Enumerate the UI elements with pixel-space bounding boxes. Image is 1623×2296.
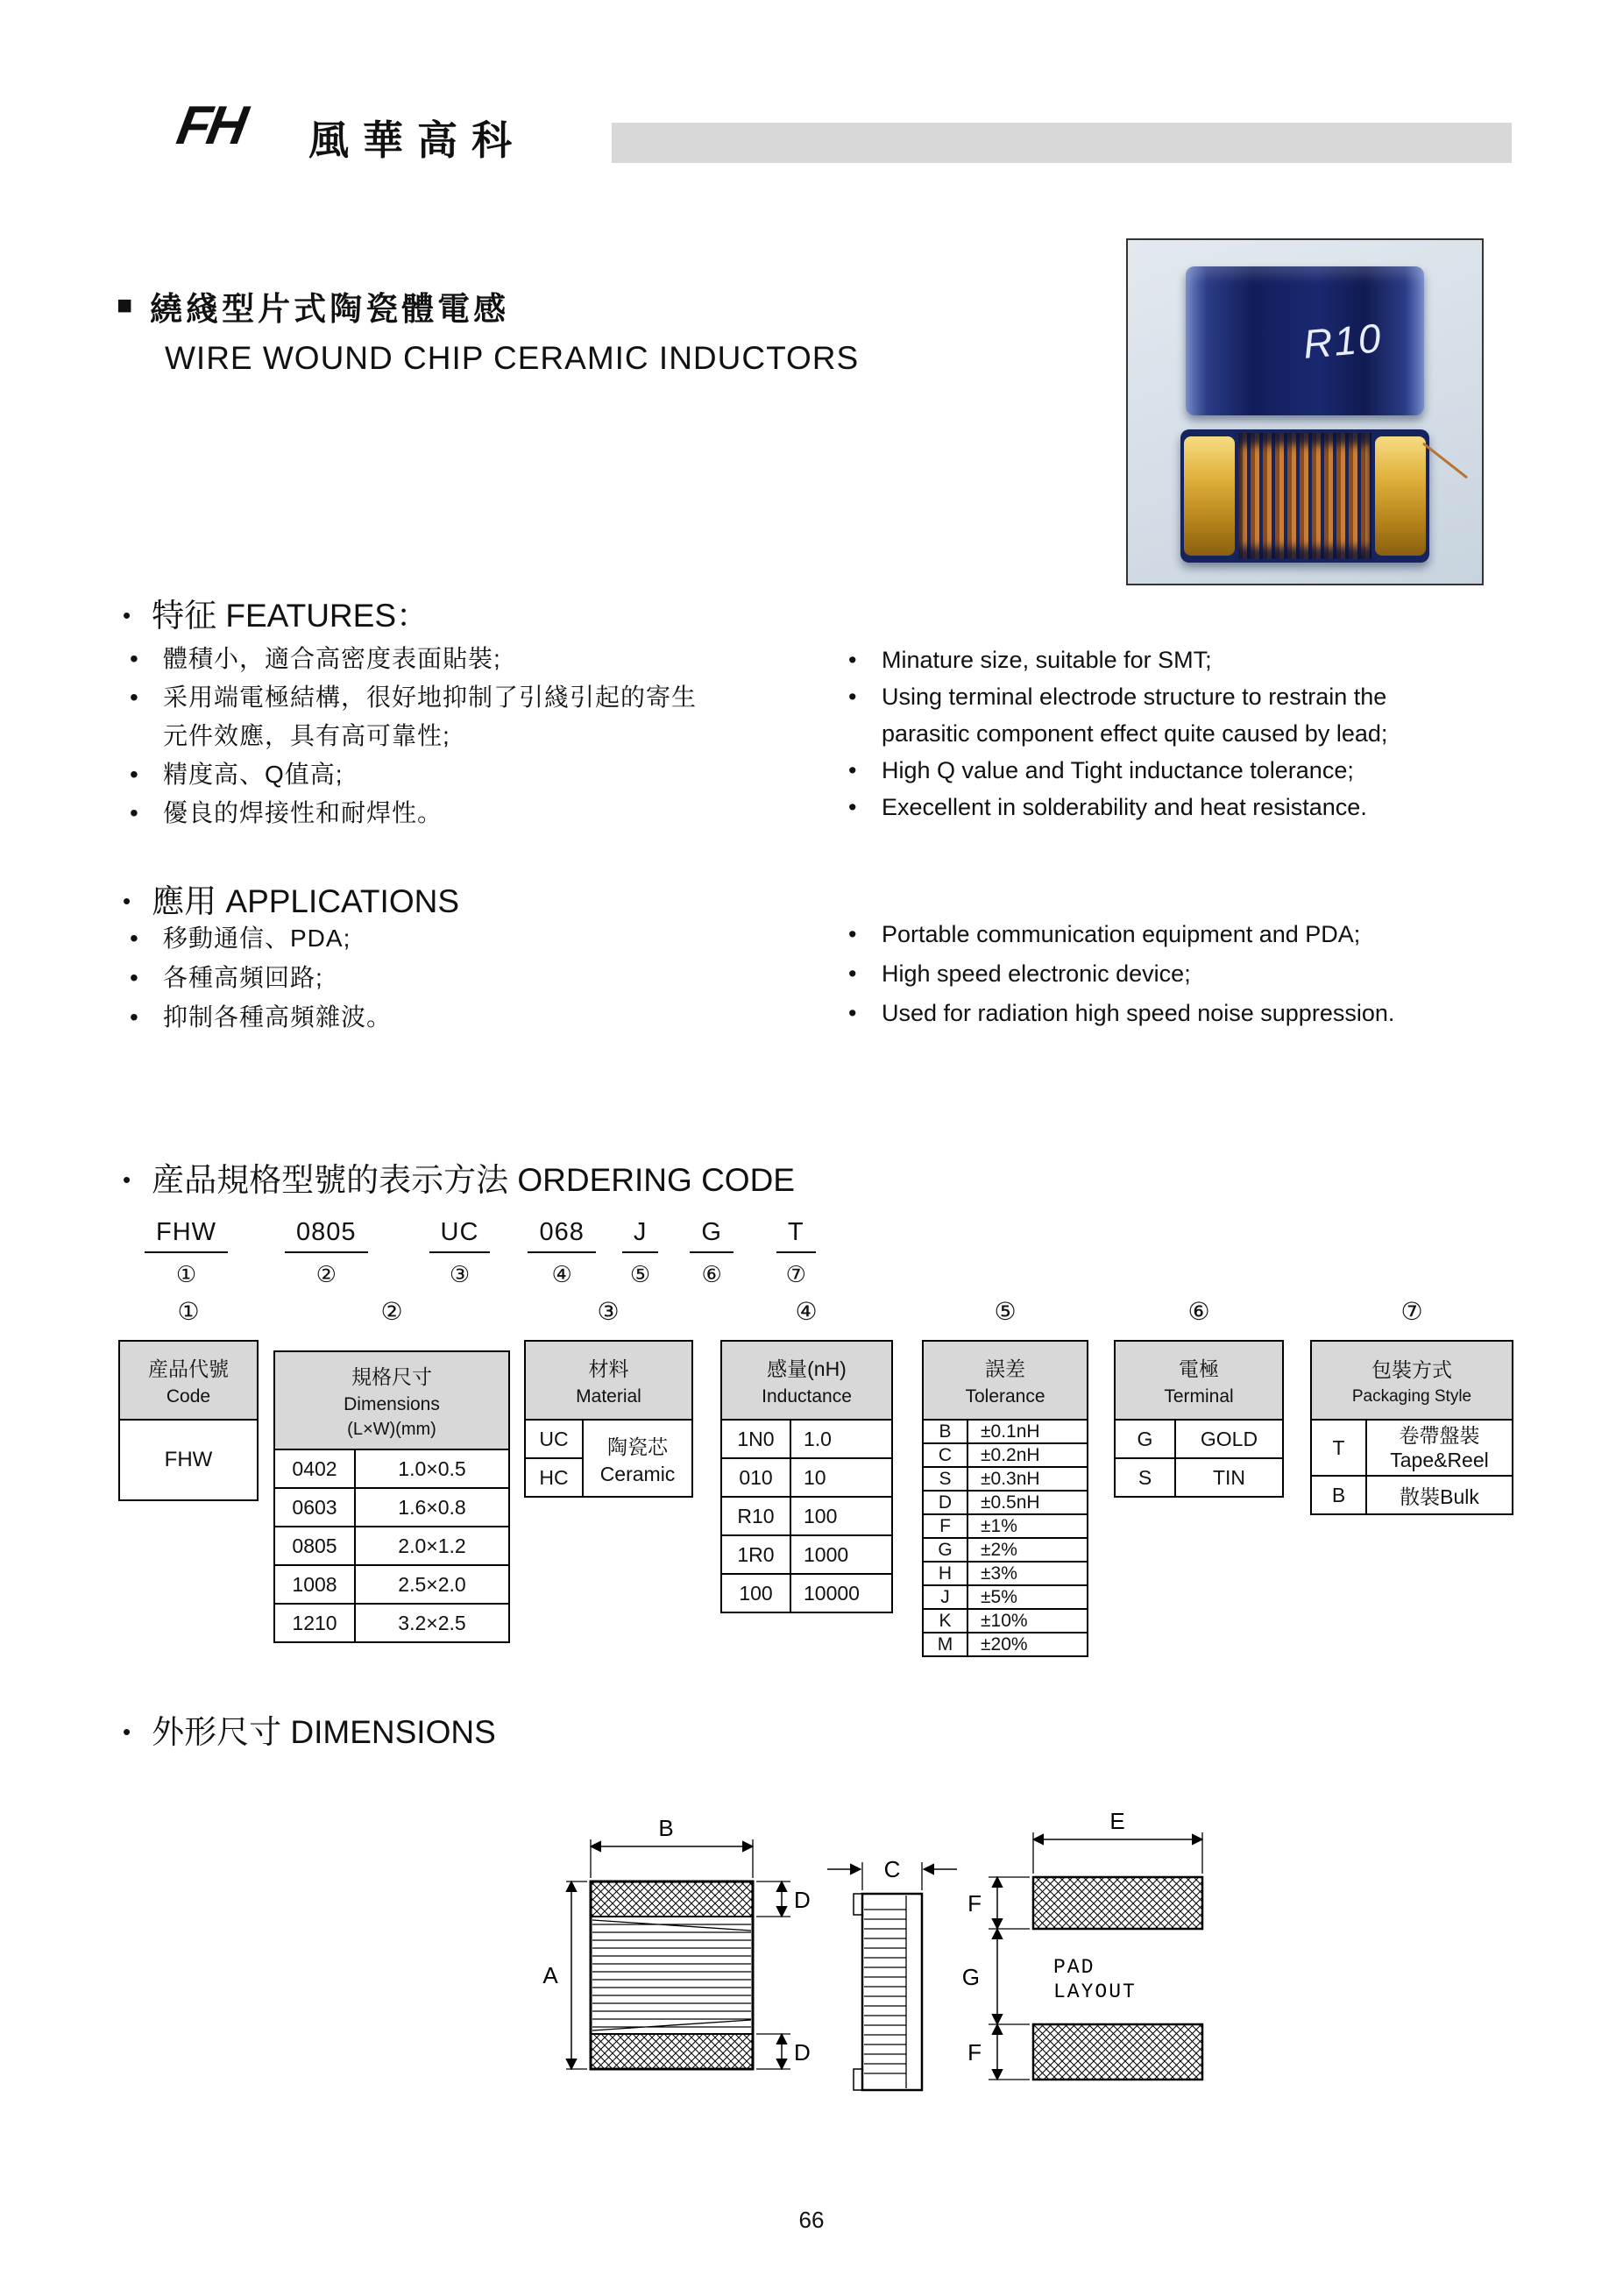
list-item xyxy=(848,678,1532,715)
code-value: 068 xyxy=(528,1218,595,1253)
code-value: T xyxy=(776,1218,816,1253)
table-row xyxy=(924,1490,1087,1513)
table-row xyxy=(924,1584,1087,1608)
dim-label-d-bottom: D xyxy=(794,2039,811,2066)
list-item xyxy=(130,755,848,794)
table-packaging-header xyxy=(1312,1342,1512,1419)
table-row xyxy=(924,1466,1087,1490)
code-value: FHW xyxy=(145,1218,228,1253)
list-item-text: High Q value and Tight inductance tolerance; xyxy=(882,757,1354,783)
dim-label-e: E xyxy=(1109,1808,1125,1834)
table-row xyxy=(1116,1457,1282,1496)
table-dimensions xyxy=(273,1350,510,1643)
dim-label-a: A xyxy=(542,1962,558,1988)
cell-code: J xyxy=(924,1586,968,1608)
table-number-2: ② xyxy=(380,1298,403,1325)
cell-value: ±0.5nH xyxy=(981,1492,1040,1513)
list-item xyxy=(848,752,1532,789)
gold-terminal-left xyxy=(1184,436,1235,556)
cell-value xyxy=(1367,1421,1512,1475)
bullet-icon: • xyxy=(848,757,857,783)
bullet-icon: • xyxy=(130,1003,139,1031)
cell-code: M xyxy=(924,1633,968,1655)
list-item xyxy=(848,789,1532,826)
cell-code: C xyxy=(924,1444,968,1466)
header-en: Inductance xyxy=(762,1386,852,1407)
code-part xyxy=(145,1218,228,1288)
list-item xyxy=(848,715,1532,752)
material-zh: 陶瓷芯 xyxy=(607,1435,668,1458)
table-row xyxy=(275,1526,508,1564)
applications-list-en xyxy=(848,915,1532,1033)
dim-d-top-extension xyxy=(756,1881,790,1917)
cell-code: HC xyxy=(526,1457,582,1496)
table-row xyxy=(275,1449,508,1487)
table-code-header xyxy=(120,1342,257,1419)
list-item xyxy=(848,954,1532,994)
table-number-6: ⑥ xyxy=(1187,1298,1210,1325)
bullet-icon: • xyxy=(123,1166,131,1193)
pad-layout-label-line1: PAD xyxy=(1053,1956,1095,1979)
header-bar xyxy=(612,123,1512,163)
cell-code: F xyxy=(924,1515,968,1537)
cell-value: 1.6×0.8 xyxy=(398,1495,466,1519)
cell-code: 0603 xyxy=(275,1489,356,1526)
dim-label-f-bottom: F xyxy=(967,2039,982,2066)
square-marker-icon: ■ xyxy=(117,291,133,320)
code-circled-number: ⑦ xyxy=(785,1261,806,1287)
product-photo xyxy=(1126,238,1484,585)
cell-code: 0402 xyxy=(275,1450,356,1487)
cell-value: 10 xyxy=(804,1465,826,1489)
code-part xyxy=(622,1218,659,1288)
packaging-zh: 卷帶盤裝 xyxy=(1399,1423,1480,1447)
page-title-zh: 繞綫型片式陶瓷體電感 xyxy=(150,291,510,327)
pad-bottom xyxy=(1033,2024,1202,2080)
dim-d-bottom-extension xyxy=(756,2034,790,2069)
cell-value: 1000 xyxy=(804,1542,849,1566)
cell-value: 1.0×0.5 xyxy=(398,1456,466,1480)
table-row xyxy=(924,1419,1087,1442)
bullet-icon: • xyxy=(130,925,139,952)
copper-winding xyxy=(1238,433,1371,559)
code-value: J xyxy=(622,1218,659,1253)
list-item-text: 抑制各種高頻雜波。 xyxy=(163,1003,393,1031)
table-row xyxy=(924,1442,1087,1466)
header-en: Code xyxy=(166,1386,211,1407)
table-packaging xyxy=(1310,1340,1513,1515)
section-title xyxy=(117,282,509,330)
cell-value: TIN xyxy=(1212,1465,1246,1489)
table-row xyxy=(275,1487,508,1526)
list-item-text: Used for radiation high speed noise suppression. xyxy=(882,1000,1395,1026)
table-row xyxy=(722,1534,891,1573)
cell-code: K xyxy=(924,1610,968,1632)
cell-code: UC xyxy=(539,1427,569,1450)
list-item xyxy=(848,641,1532,678)
table-row xyxy=(722,1457,891,1496)
list-item-text: High speed electronic device; xyxy=(882,960,1191,987)
bullet-icon: • xyxy=(848,960,857,987)
cell-code: S xyxy=(1116,1459,1176,1496)
list-item xyxy=(130,958,743,997)
bullet-icon: • xyxy=(130,645,139,672)
code-part xyxy=(285,1218,368,1288)
cell-value: 2.0×1.2 xyxy=(398,1534,466,1557)
cell-value: 3.2×2.5 xyxy=(398,1611,466,1634)
cell-value: 1.0 xyxy=(804,1427,832,1450)
code-circled-number: ② xyxy=(315,1261,337,1287)
cell-value: ±0.2nH xyxy=(981,1444,1040,1465)
ordering-code-example xyxy=(145,1218,816,1288)
table-rows xyxy=(924,1419,1087,1655)
bullet-icon xyxy=(848,715,882,752)
code-value: G xyxy=(690,1218,734,1253)
cell-value: ±1% xyxy=(981,1515,1017,1536)
table-row xyxy=(722,1573,891,1612)
cell-value: 10000 xyxy=(804,1581,860,1605)
table-row xyxy=(924,1537,1087,1561)
dim-label-d-top: D xyxy=(794,1887,811,1913)
table-number-4: ④ xyxy=(795,1298,818,1325)
applications-list-zh xyxy=(130,918,743,1037)
front-winding-lines xyxy=(592,1920,751,2030)
header-zh: 誤差 xyxy=(985,1357,1025,1380)
table-terminal xyxy=(1114,1340,1284,1498)
list-item xyxy=(130,794,848,833)
table-row xyxy=(1116,1419,1282,1457)
ordering-code-heading-text: 産品規格型號的表示方法 ORDERING CODE xyxy=(152,1162,795,1198)
header-sub: (L×W)(mm) xyxy=(347,1420,436,1439)
cell-value: ±0.1nH xyxy=(981,1421,1040,1442)
side-winding-lines xyxy=(864,1910,906,2073)
material-value xyxy=(584,1421,691,1496)
list-item xyxy=(130,717,848,755)
dim-b-extension xyxy=(591,1839,753,1878)
code-value-cell: FHW xyxy=(120,1419,257,1499)
list-item xyxy=(130,640,848,678)
cell-code: B xyxy=(1312,1477,1367,1513)
dim-label-b: B xyxy=(658,1815,674,1841)
table-row xyxy=(722,1419,891,1457)
code-circled-number: ⑤ xyxy=(629,1261,651,1287)
code-part xyxy=(528,1218,595,1288)
cell-code: 1R0 xyxy=(722,1536,791,1573)
dimensions-heading-text: 外形尺寸 DIMENSIONS xyxy=(152,1714,496,1750)
code-circled-number: ⑥ xyxy=(701,1261,722,1287)
dim-label-f-top: F xyxy=(967,1890,982,1917)
bullet-icon: • xyxy=(130,964,139,991)
cell-value: GOLD xyxy=(1200,1427,1258,1450)
cell-value: ±2% xyxy=(981,1539,1017,1560)
bullet-icon: • xyxy=(123,602,131,628)
table-number-3: ③ xyxy=(597,1298,620,1325)
dimension-drawing xyxy=(526,1801,1236,2151)
header-en: Dimensions xyxy=(344,1394,440,1414)
features-list-zh xyxy=(130,640,848,833)
header-en: Terminal xyxy=(1164,1386,1234,1407)
code-circled-number: ④ xyxy=(551,1261,572,1287)
applications-heading xyxy=(123,875,459,922)
cell-value: ±10% xyxy=(981,1610,1028,1631)
list-item-text: 移動通信、PDA; xyxy=(163,925,351,952)
cell-code: 010 xyxy=(722,1459,791,1496)
features-list-en xyxy=(848,641,1532,826)
list-item-text: 各種高頻回路; xyxy=(163,964,323,991)
bullet-icon: • xyxy=(130,761,139,788)
side-bottom-cap xyxy=(854,2069,862,2090)
list-item-text: 元件效應，具有高可靠性; xyxy=(163,722,450,749)
cell-value: 100 xyxy=(804,1504,838,1527)
pad-layout-label-line2: LAYOUT xyxy=(1053,1981,1137,2003)
cell-code: S xyxy=(924,1468,968,1490)
dim-label-c: C xyxy=(883,1856,901,1882)
table-material-body xyxy=(526,1419,691,1496)
code-part xyxy=(776,1218,816,1288)
material-codes xyxy=(526,1421,584,1496)
table-number-5: ⑤ xyxy=(994,1298,1017,1325)
list-item-text: Portable communication equipment and PDA; xyxy=(882,921,1361,947)
cell-value: ±5% xyxy=(981,1586,1017,1607)
code-circled-number: ① xyxy=(175,1261,197,1287)
table-tolerance xyxy=(922,1340,1088,1657)
list-item xyxy=(130,918,743,958)
table-number-1: ① xyxy=(177,1298,200,1325)
cell-code: 1N0 xyxy=(722,1421,791,1457)
code-value: 0805 xyxy=(285,1218,368,1253)
bullet-icon: • xyxy=(123,1718,131,1745)
header-zh: 材料 xyxy=(588,1357,629,1380)
front-top-terminal xyxy=(591,1881,753,1917)
table-row xyxy=(1312,1419,1512,1475)
cell-code: 1008 xyxy=(275,1566,356,1603)
table-row xyxy=(924,1608,1087,1632)
bullet-icon: • xyxy=(130,684,139,711)
list-item-text: 優良的焊接性和耐焊性。 xyxy=(163,799,443,826)
bullet-icon: • xyxy=(848,1000,857,1026)
code-circled-number: ③ xyxy=(449,1261,471,1287)
cell-code: H xyxy=(924,1563,968,1584)
table-code xyxy=(118,1340,259,1501)
cell-code: 0805 xyxy=(275,1527,356,1564)
cell-code: R10 xyxy=(722,1498,791,1534)
bullet-icon xyxy=(130,717,163,755)
list-item-text: Execellent in solderability and heat resistance. xyxy=(882,794,1367,820)
dim-a-extension xyxy=(566,1881,587,2069)
cell-code: B xyxy=(924,1421,968,1442)
code-value: UC xyxy=(429,1218,491,1253)
table-number-7: ⑦ xyxy=(1400,1298,1423,1325)
table-row xyxy=(924,1561,1087,1584)
table-row xyxy=(924,1513,1087,1537)
cell-value: 2.5×2.0 xyxy=(398,1572,466,1596)
features-heading xyxy=(123,589,429,636)
table-row xyxy=(275,1603,508,1641)
list-item-text: 精度高、Q值高; xyxy=(163,761,344,788)
cell-code: 100 xyxy=(722,1575,791,1612)
page-number: 66 xyxy=(798,2207,825,2233)
dimensions-heading xyxy=(123,1705,496,1753)
header-zh: 包裝方式 xyxy=(1371,1358,1452,1381)
table-row xyxy=(722,1496,891,1534)
header-zh: 産品代號 xyxy=(148,1357,229,1380)
inductor-photo-bottom xyxy=(1180,429,1429,563)
inductor-photo-top xyxy=(1186,266,1424,415)
features-heading-text: 特征 FEATURES： xyxy=(152,598,429,634)
table-inductance xyxy=(720,1340,893,1613)
pad-top xyxy=(1033,1877,1202,1929)
bullet-icon: • xyxy=(848,921,857,947)
bullet-icon: • xyxy=(848,794,857,820)
list-item xyxy=(130,997,743,1037)
side-top-cap xyxy=(854,1894,862,1915)
table-row xyxy=(275,1564,508,1603)
header-en: Tolerance xyxy=(965,1386,1045,1407)
page-title-en: WIRE WOUND CHIP CERAMIC INDUCTORS xyxy=(165,340,860,376)
table-tolerance-header xyxy=(924,1342,1087,1419)
cell-value: ±3% xyxy=(981,1563,1017,1584)
table-rows xyxy=(1116,1419,1282,1496)
dim-fg-extension xyxy=(989,1877,1030,2080)
ordering-code-heading xyxy=(123,1153,795,1201)
code-part xyxy=(690,1218,734,1288)
applications-heading-text: 應用 APPLICATIONS xyxy=(152,883,459,919)
cell-code: D xyxy=(924,1492,968,1513)
table-rows xyxy=(722,1419,891,1612)
header-zh: 電極 xyxy=(1179,1357,1219,1380)
list-item xyxy=(848,915,1532,954)
material-en: Ceramic xyxy=(599,1462,676,1485)
header-zh: 規格尺寸 xyxy=(351,1365,432,1388)
packaging-en: Tape&Reel xyxy=(1390,1449,1489,1471)
list-item-text: Using terminal electrode structure to restrain the xyxy=(882,684,1387,710)
bullet-icon: • xyxy=(848,647,857,673)
cell-value: ±20% xyxy=(981,1633,1028,1655)
dim-label-g: G xyxy=(961,1964,980,1990)
chip-marking-label: R10 xyxy=(1301,315,1385,367)
table-material-header xyxy=(526,1342,691,1419)
cell-value: ±0.3nH xyxy=(981,1468,1040,1489)
cell-code: G xyxy=(924,1539,968,1561)
brand-name: 風華高科 xyxy=(308,117,526,163)
header-zh: 感量(nH) xyxy=(767,1357,847,1380)
gold-terminal-right xyxy=(1375,436,1426,556)
list-item-text: Minature size, suitable for SMT; xyxy=(882,647,1212,673)
side-view-outline xyxy=(862,1894,922,2090)
cell-value: 散裝Bulk xyxy=(1400,1485,1479,1508)
fenghua-logo-icon: FH xyxy=(172,96,249,156)
bullet-icon: • xyxy=(123,888,131,914)
header-en: Packaging Style xyxy=(1351,1387,1472,1406)
bullet-icon: • xyxy=(130,799,139,826)
dim-e-extension xyxy=(1033,1832,1202,1874)
code-part xyxy=(429,1218,491,1288)
bullet-icon: • xyxy=(848,684,857,710)
table-row xyxy=(1312,1475,1512,1513)
table-dimensions-header xyxy=(275,1352,508,1449)
table-material xyxy=(524,1340,693,1498)
list-item-text: parasitic component effect quite caused by lead; xyxy=(882,720,1388,747)
front-bottom-terminal xyxy=(591,2034,753,2069)
table-row xyxy=(924,1632,1087,1655)
cell-code: G xyxy=(1116,1421,1176,1457)
cell-code: T xyxy=(1312,1421,1367,1475)
table-rows xyxy=(275,1449,508,1641)
list-item-text: 體積小，適合高密度表面貼裝; xyxy=(163,645,501,672)
header-en: Material xyxy=(576,1386,641,1407)
table-inductance-header xyxy=(722,1342,891,1419)
list-item xyxy=(848,994,1532,1033)
table-terminal-header xyxy=(1116,1342,1282,1419)
list-item xyxy=(130,678,848,717)
list-item-text: 采用端電極結構，很好地抑制了引綫引起的寄生 xyxy=(163,684,698,711)
cell-code: 1210 xyxy=(275,1605,356,1641)
